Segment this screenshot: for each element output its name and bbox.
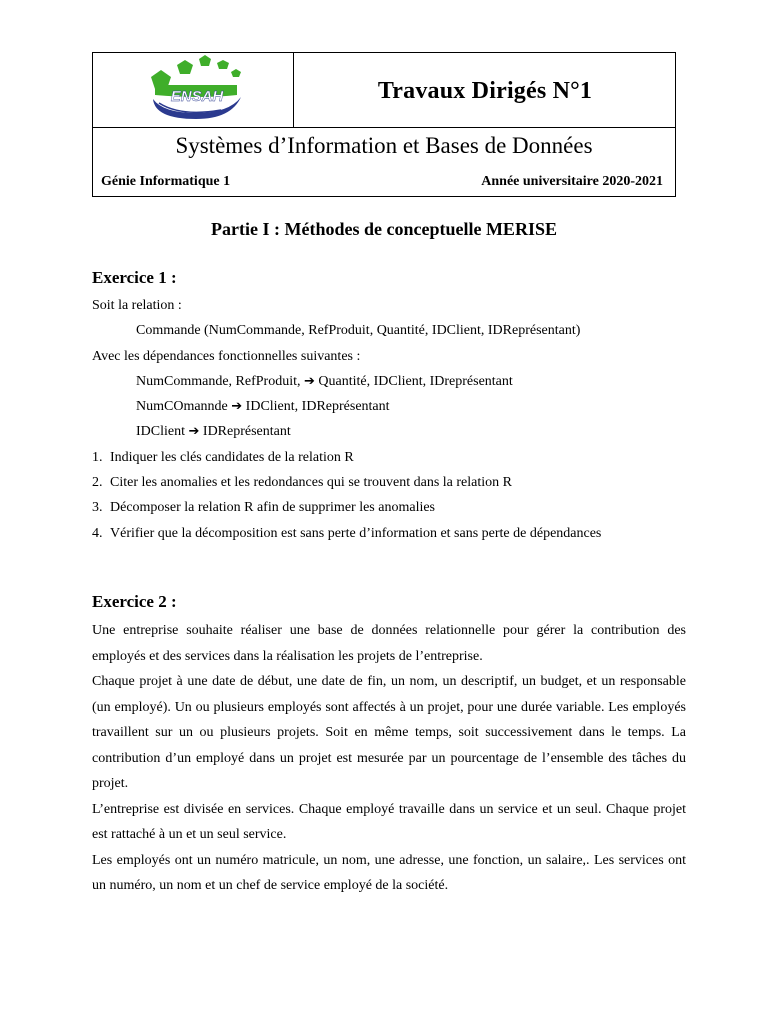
td-title: Travaux Dirigés N°1 [377,78,593,104]
dependencies-intro: Avec les dépendances fonctionnelles suivantes : [92,349,361,364]
paragraph: Chaque projet à une date de début, une date de fin, un nom, un descriptif, un budget, et un responsable (un employé). Un ou plusieurs employés sont affectés à un projet, pour une durée variable. Les employés travaillent sur un ou plusieurs projets. Soit en même temps, soit successivement dans le temps. La contribution d’un employé dans un projet est mesurée par un pourcentage de l’ensemble des tâches du projet. [92,674,686,791]
question-item [92,475,512,491]
header-meta-row [101,174,663,190]
dependency-line [136,399,390,415]
arrow-right-icon: ➔ [304,374,315,389]
exercise-1-title: Exercice 1 : [92,268,177,287]
exercise-2-body [92,618,686,899]
relation-definition: Commande (NumCommande, RefProduit, Quantité, IDClient, IDReprésentant) [136,323,581,338]
dependency-line [136,424,291,440]
ensah-logo [141,55,251,125]
dependency-lhs: NumCommande, RefProduit, [136,374,301,389]
dependency-lhs: IDClient [136,424,185,439]
paragraph: Une entreprise souhaite réaliser une base de données relationnelle pour gérer la contribution des employés et des services dans la réalisation les projets de l’entreprise. [92,623,686,664]
course-title: Systèmes d’Information et Bases de Données [175,133,593,158]
paragraph: L’entreprise est divisée en services. Chaque employé travaille dans un service et un seul. Chaque projet est rattaché à un et un seul service. [92,801,686,842]
question-number: 3. [92,500,103,515]
dependency-lhs: NumCOmannde [136,399,228,414]
exercise-2-title: Exercice 2 : [92,592,177,611]
question-item [92,500,435,516]
dependency-line [136,374,513,390]
dependency-rhs: IDClient, IDReprésentant [245,399,390,414]
question-text: Indiquer les clés candidates de la relation R [110,450,354,465]
exercise-1-intro: Soit la relation : [92,298,182,313]
part-title: Partie I : Méthodes de conceptuelle MERISE [211,219,557,239]
dependency-rhs: IDReprésentant [202,424,291,439]
header-top-row [93,53,675,128]
logo-pentagon [231,69,241,77]
dependency-rhs: Quantité, IDClient, IDreprésentant [318,374,513,389]
question-number: 1. [92,450,103,465]
logo-pentagon [217,60,229,69]
question-number: 2. [92,475,103,490]
arrow-right-icon: ➔ [231,399,243,414]
logo-text: ENSAH [170,88,224,105]
question-text: Décomposer la relation R afin de supprimer les anomalies [110,500,436,515]
arrow-right-icon: ➔ [188,424,200,439]
question-text: Citer les anomalies et les redondances qui se trouvent dans la relation R [110,475,512,490]
question-item [92,526,601,542]
logo-pentagon [199,55,211,66]
question-text: Vérifier que la décomposition est sans perte d’information et sans perte de dépendances [110,526,602,541]
logo-pentagon [177,60,193,74]
program-label: Génie Informatique 1 [101,174,231,189]
paragraph: Les employés ont un numéro matricule, un nom, une adresse, une fonction, un salaire,. Les services ont un numéro, un nom et un chef de service employé de la société. [92,852,686,893]
header-table [92,52,676,197]
question-number: 4. [92,526,103,541]
logo-cell [93,53,294,128]
question-item [92,450,354,466]
academic-year-label: Année universitaire 2020-2021 [481,174,663,189]
